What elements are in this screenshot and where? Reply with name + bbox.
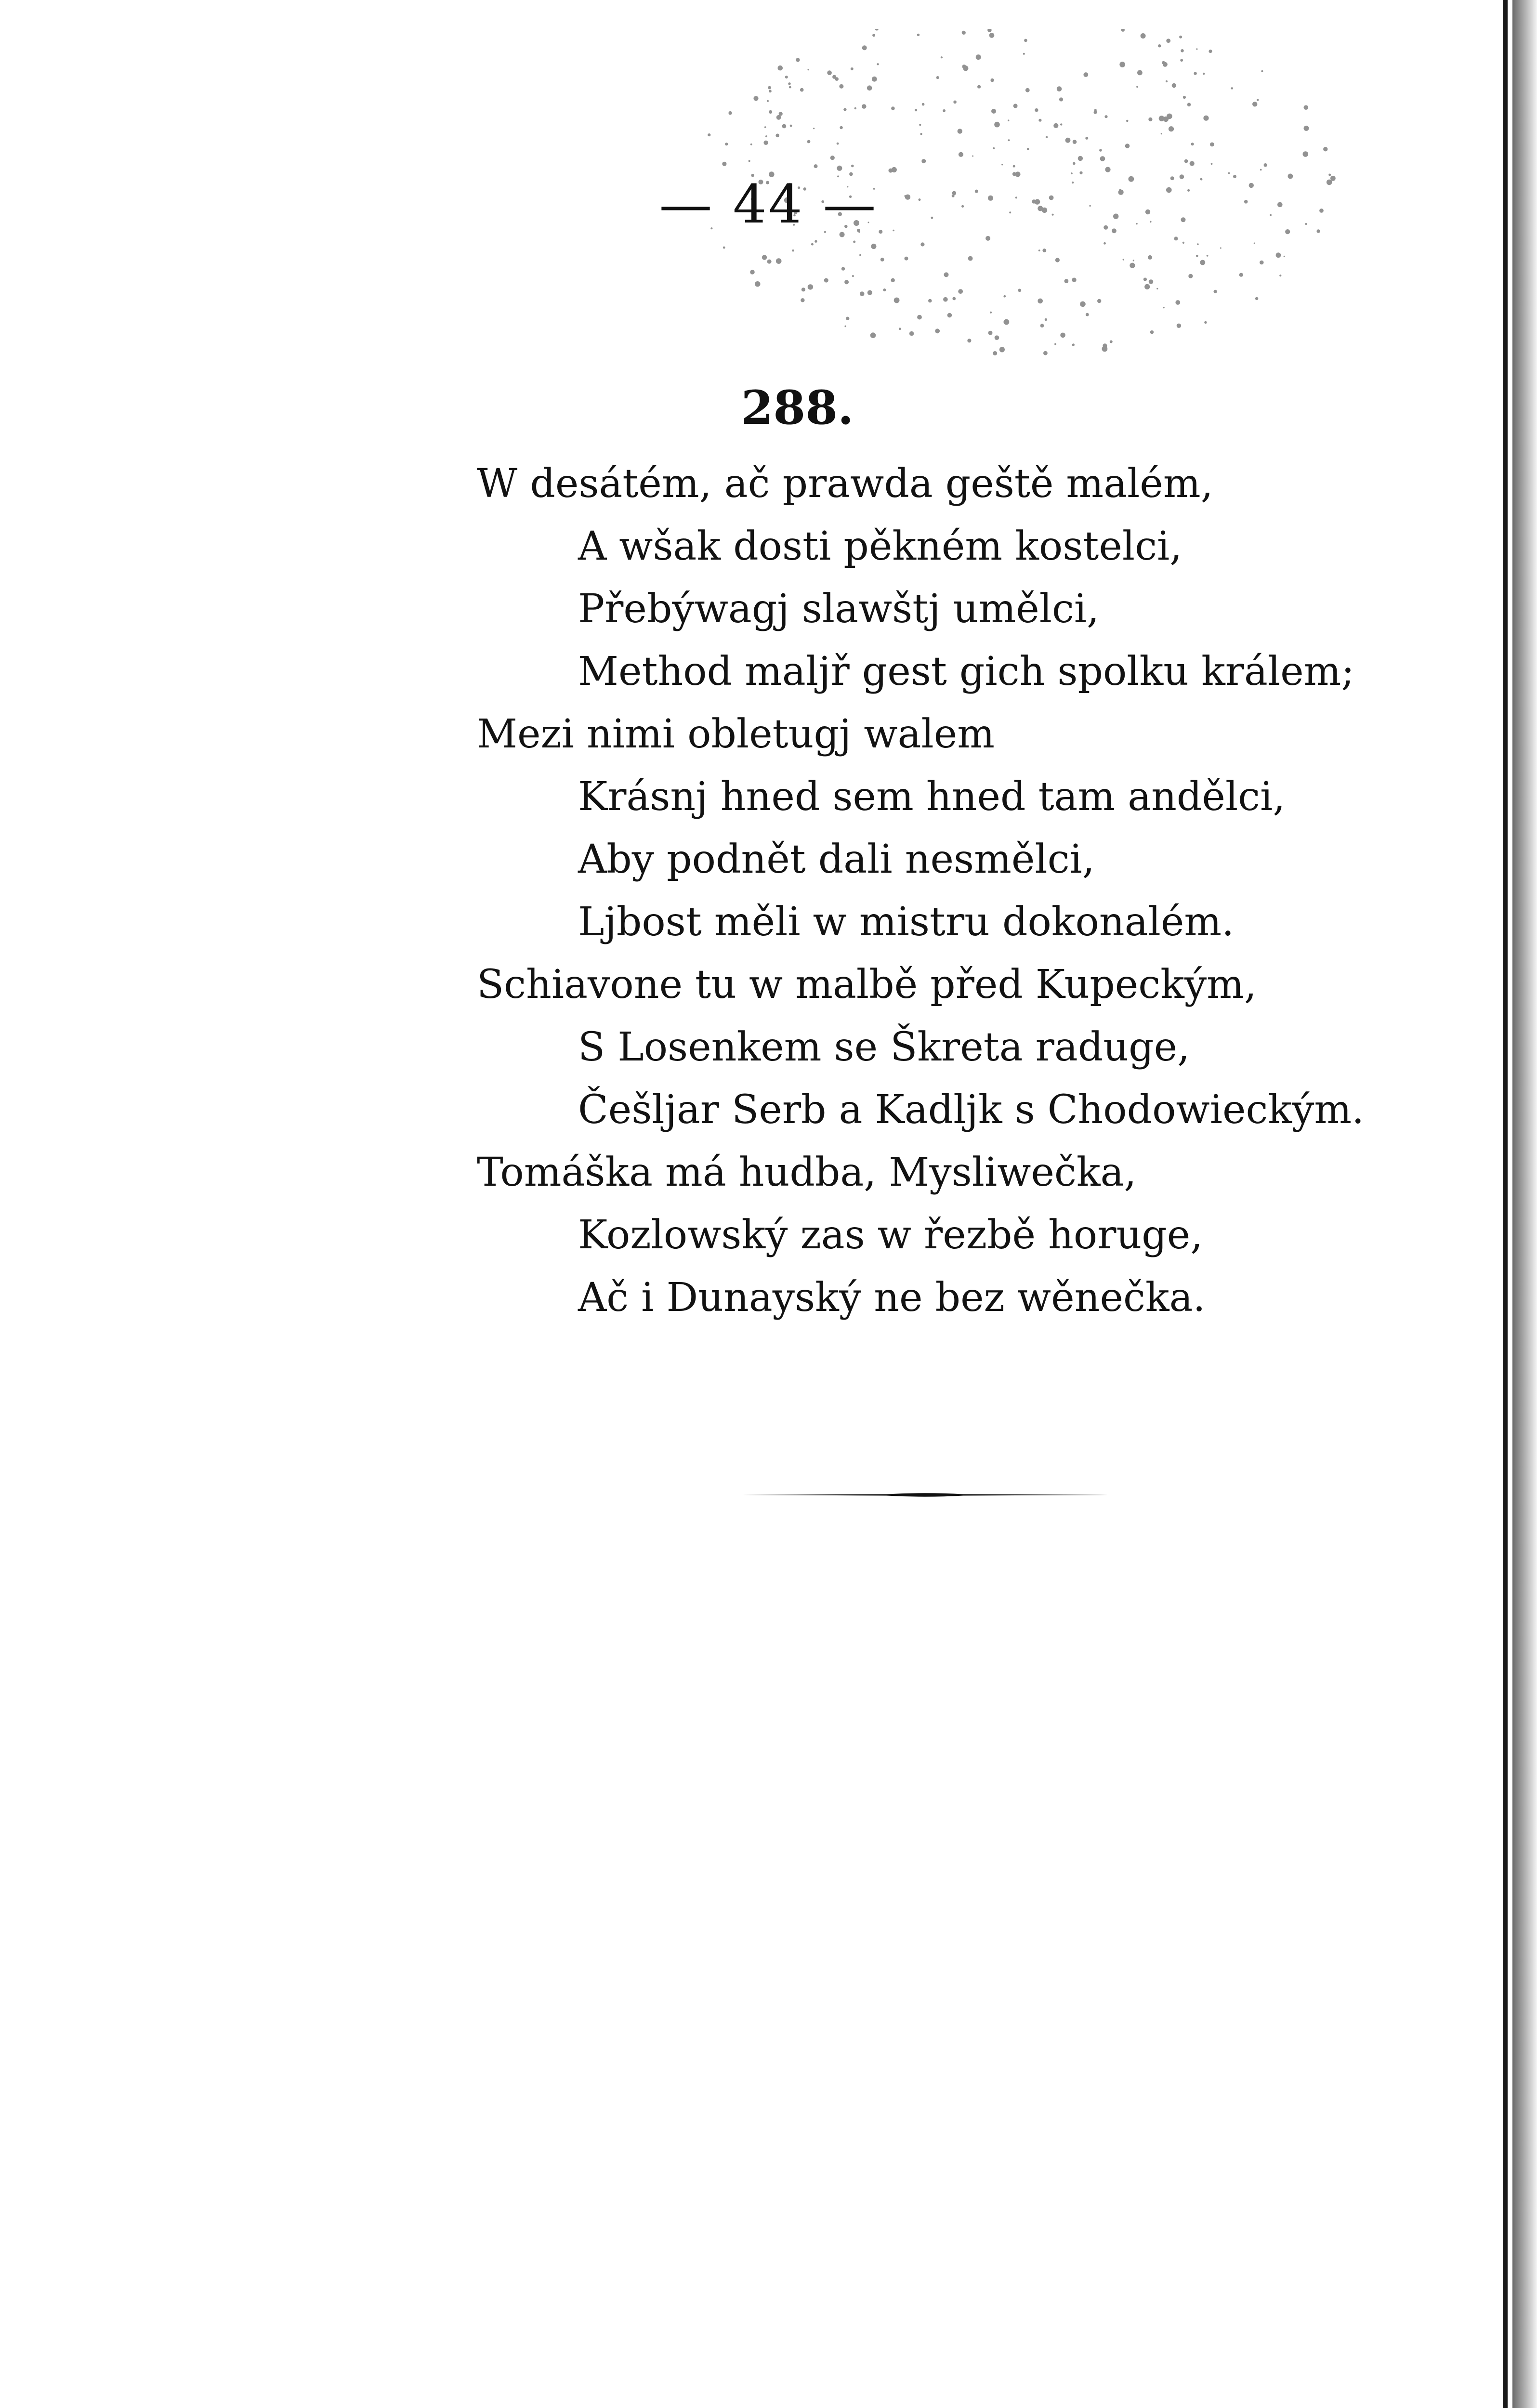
page-number: — 44 — xyxy=(659,173,878,235)
poem-line: Krásnj hned sem hned tam andělci, xyxy=(578,774,1286,820)
poem-line: Kozlowský zas w řezbě horuge, xyxy=(578,1212,1203,1258)
closing-rule xyxy=(742,1492,1108,1498)
poem-text xyxy=(477,453,1488,1329)
poem-line: Schiavone tu w malbě před Kupeckým, xyxy=(477,962,1257,1008)
poem-line: W desátém, ač prawda geště malém, xyxy=(477,461,1213,507)
poem-line: Tomáška má hudba, Mysliwečka, xyxy=(477,1150,1137,1195)
page-right-shadow xyxy=(1512,0,1537,2408)
poem-line: Aby podnět dali nesmělci, xyxy=(578,837,1095,882)
poem-line: Ač i Dunayský ne bez wěnečka. xyxy=(578,1275,1206,1321)
poem-line: Češljar Serb a Kadljk s Chodowieckým. xyxy=(578,1087,1365,1133)
poem-line: Method maljř gest gich spolku králem; xyxy=(578,649,1355,694)
poem-line: Ljbost měli w mistru dokonalém. xyxy=(578,899,1235,945)
poem-number: 288. xyxy=(741,380,854,435)
poem-line: A wšak dosti pěkném kostelci, xyxy=(578,523,1182,569)
poem-line: S Losenkem se Škreta raduge, xyxy=(578,1024,1190,1070)
poem-line: Mezi nimi obletugj walem xyxy=(477,711,995,757)
poem-line: Přebýwagj slawštj umělci, xyxy=(578,586,1100,632)
